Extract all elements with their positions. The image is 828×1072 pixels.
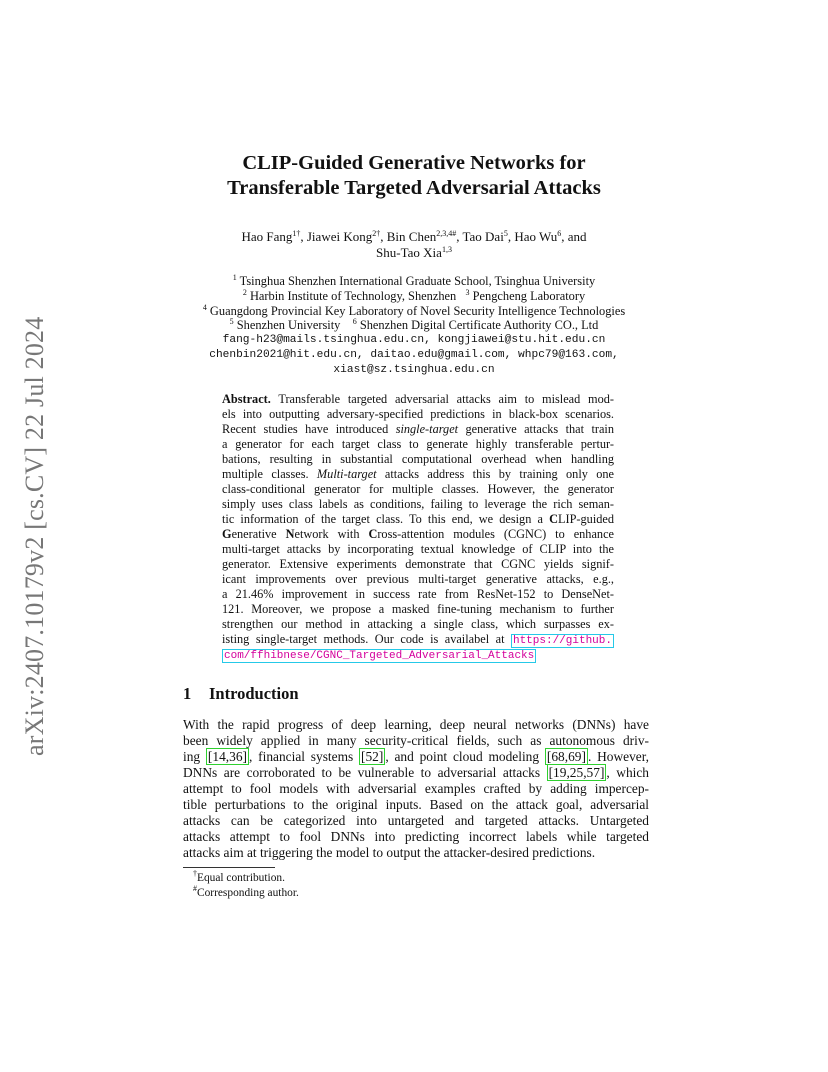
author-separator: ,	[456, 229, 463, 244]
arxiv-identifier: arXiv:2407.10179v2 [cs.CV] 22 Jul 2024	[20, 316, 49, 756]
footnote-equal-contribution	[193, 869, 285, 884]
abstract-line: generator. Extensive experiments demonstrate that CGNC yields signif-	[222, 557, 614, 571]
author-superscript: 5	[503, 229, 508, 238]
affiliation-line	[0, 304, 828, 319]
abstract-line: strengthen our method in attacking a single class, which surpasses ex-	[222, 617, 614, 631]
paper-title-line-2: Transferable Targeted Adversarial Attacks	[227, 177, 601, 199]
affiliation-line	[0, 318, 828, 333]
body-line: attacks attempt to fool DNNs into predicting incorrect labels while targeted	[183, 829, 649, 844]
abstract-text: enerative	[231, 527, 286, 541]
author-name: Hao Wu	[514, 229, 558, 244]
abstract-text: multiple classes.	[222, 467, 317, 481]
citation-number[interactable]: 25	[569, 765, 584, 780]
abstract-emphasis: Multi-target	[316, 467, 377, 481]
abstract-text: isting single-target methods. Our code is availabel at	[222, 632, 511, 646]
affiliation-text: Shenzhen Digital Certificate Authority CO., Ltd	[359, 318, 599, 332]
body-text: ing	[183, 749, 206, 764]
affiliation-superscript: 6	[352, 317, 357, 326]
section-heading	[183, 684, 299, 704]
body-text: , financial systems	[249, 749, 359, 764]
abstract-text: etwork with	[294, 527, 369, 541]
abstract-text: generative attacks that train	[458, 422, 614, 436]
abstract-line: els into outputting adversary-specified predictions in black-box scenarios.	[222, 407, 614, 421]
paper-title-line-1: CLIP-Guided Generative Networks for	[242, 152, 586, 174]
footnote-mark: #	[193, 884, 197, 893]
abstract-text: LIP-guided	[557, 512, 614, 526]
email-line: fang-h23@mails.tsinghua.edu.cn, kongjiawei@stu.hit.edu.cn	[222, 334, 606, 346]
abstract-line	[222, 647, 614, 664]
body-text: , and point cloud modeling	[385, 749, 545, 764]
footnote-mark: †	[193, 869, 197, 878]
citation-link[interactable]: [52]	[361, 749, 384, 764]
abstract-bold: N	[285, 527, 295, 541]
abstract-line: 121. Moreover, we propose a masked fine-tuning mechanism to further	[222, 602, 614, 616]
email-line: chenbin2021@hit.edu.cn, daitao.edu@gmail.com, whpc79@163.com,	[209, 349, 619, 361]
author-superscript: 1,3	[441, 245, 452, 254]
affiliation-superscript: 1	[232, 273, 237, 282]
citation-number[interactable]: 69	[568, 749, 582, 764]
affiliation-superscript: 5	[229, 317, 234, 326]
body-text: . However,	[587, 749, 649, 764]
abstract-line: a generator for each target class to generate highly transferable pertur-	[222, 437, 614, 451]
author-name: Jiawei Kong	[306, 229, 373, 244]
body-line: tible perturbations to the original inputs. Based on the attack goal, adversarial	[183, 797, 649, 812]
abstract-text: Recent studies have introduced	[222, 422, 396, 436]
author-name: Tao Dai	[462, 229, 504, 244]
abstract-bold: G	[222, 527, 232, 541]
citation-number[interactable]: 19	[553, 765, 567, 780]
abstract-line: multi-target attacks by incorporating textual knowledge of CLIP into the	[222, 542, 614, 556]
abstract-text: Transferable targeted adversarial attacks aim to mislead mod-	[278, 392, 614, 406]
abstract-line	[222, 392, 614, 407]
affiliation-text: Pengcheng Laboratory	[472, 289, 586, 303]
author-separator: ,	[300, 229, 307, 244]
affiliation-text: Shenzhen University	[236, 318, 341, 332]
citation-number[interactable]: 68	[551, 749, 565, 764]
body-line: attacks can be categorized into untargeted and targeted attacks. Untargeted	[183, 813, 649, 828]
abstract-line	[222, 512, 614, 527]
abstract-emphasis: single-target	[395, 422, 459, 436]
section-title: Introduction	[209, 684, 299, 703]
footnote-text: Corresponding author.	[197, 887, 299, 899]
author-superscript: 6	[557, 229, 562, 238]
author-list	[0, 229, 828, 245]
abstract-line: bations, resulting in substantial computational overhead when handling	[222, 452, 614, 466]
affiliation-text: Tsinghua Shenzhen International Graduate School, Tsinghua University	[239, 274, 596, 288]
abstract-bold: C	[549, 512, 558, 526]
abstract-bold: C	[368, 527, 378, 541]
body-line	[183, 765, 649, 781]
author-superscript: 1†	[292, 229, 301, 238]
affiliation-superscript: 3	[465, 288, 470, 297]
body-line: attempt to fool models with adversarial examples crafted by adding impercep-	[183, 781, 649, 796]
footnote-corresponding-author	[193, 884, 299, 899]
abstract-line: icant improvements over previous multi-target generative attacks, e.g.,	[222, 572, 614, 586]
body-text: DNNs are corroborated to be vulnerable to adversarial attacks	[183, 765, 547, 780]
affiliation-line	[0, 289, 828, 304]
body-text: , which	[606, 765, 650, 780]
citation-number[interactable]: 52	[365, 749, 379, 764]
author-name: Shu-Tao Xia	[376, 245, 442, 260]
email-line: xiast@sz.tsinghua.edu.cn	[333, 364, 495, 376]
footnote-divider	[183, 867, 275, 868]
abstract-line	[222, 422, 614, 437]
citation-number[interactable]: 57	[586, 765, 600, 780]
citation-link[interactable]: [68,69]	[546, 749, 586, 764]
affiliation-text: Harbin Institute of Technology, Shenzhen	[249, 289, 457, 303]
abstract-text: ross-attention modules (CGNC) to enhance	[377, 527, 614, 541]
body-line	[183, 749, 649, 765]
abstract-line: a 21.46% improvement in success rate from ResNet-152 to DenseNet-	[222, 587, 614, 601]
body-line: attacks aim at triggering the model to output the attacker-desired predictions.	[183, 845, 596, 860]
author-superscript: 2†	[372, 229, 381, 238]
author-name: Bin Chen	[386, 229, 437, 244]
affiliation-text: Guangdong Provincial Key Laboratory of Novel Security Intelligence Technologies	[209, 304, 626, 318]
author-superscript: 2,3,4#	[436, 229, 457, 238]
code-link[interactable]: https://github.	[512, 635, 612, 647]
abstract-text: tic information of the target class. To this end, we design a	[222, 512, 550, 526]
affiliation-line	[0, 274, 828, 289]
abstract-line	[222, 467, 614, 482]
affiliation-superscript: 4	[202, 303, 207, 312]
abstract-line: simply uses class labels as conditions, failing to leverage the rich seman-	[222, 497, 614, 511]
citation-number[interactable]: 14	[212, 749, 226, 764]
abstract-text: attacks address this by training only one	[376, 467, 615, 481]
citation-link[interactable]: [19,25,57]	[548, 765, 605, 780]
author-separator: ,	[380, 229, 387, 244]
citation-link[interactable]: [14,36]	[207, 749, 247, 764]
author-separator: , and	[561, 229, 587, 244]
author-separator: ,	[507, 229, 515, 244]
citation-number[interactable]: 36	[229, 749, 243, 764]
body-line: With the rapid progress of deep learning, deep neural networks (DNNs) have	[183, 717, 649, 732]
abstract-line: class-conditional generator for multiple classes. However, the generator	[222, 482, 614, 496]
abstract-line	[222, 527, 614, 542]
affiliation-superscript: 2	[242, 288, 247, 297]
code-link-continued[interactable]: com/ffhibnese/CGNC_Targeted_Adversarial_Attacks	[224, 650, 535, 662]
abstract-label: Abstract.	[222, 392, 271, 406]
footnote-text: Equal contribution.	[197, 872, 285, 884]
author-list-line-2	[0, 245, 828, 261]
body-line: been widely applied in many security-critical fields, such as autonomous driv-	[183, 733, 649, 748]
author-name: Hao Fang	[241, 229, 293, 244]
section-number: 1	[183, 684, 192, 703]
